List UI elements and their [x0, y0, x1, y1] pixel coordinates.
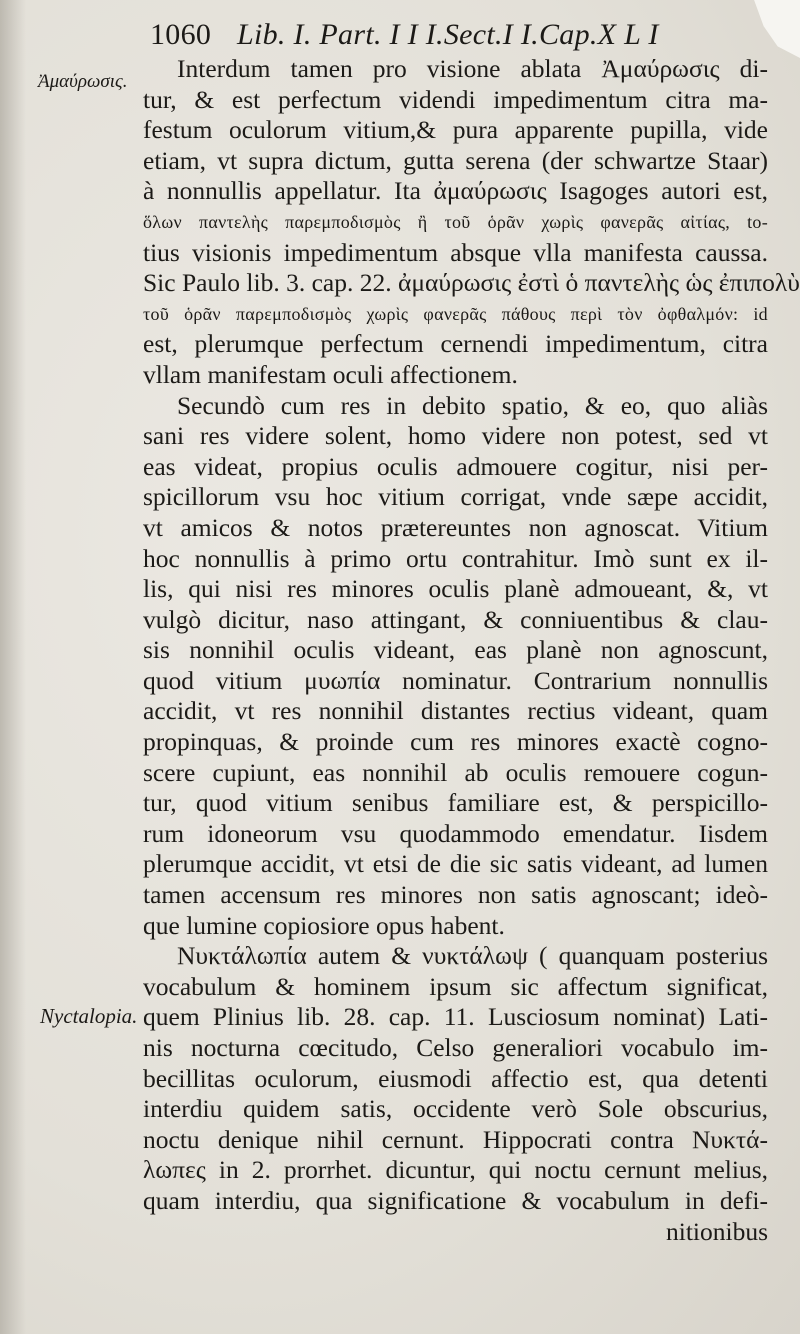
text-line: scere cupiunt, eas nonnihil ab oculis remouere cogun- [143, 757, 768, 787]
text-line: λωπες in 2. prorrhet. dicuntur, qui noctu cernunt melius, [143, 1155, 768, 1185]
text-line: Νυκτάλωπία autem & νυκτάλωψ ( quanquam posterius [177, 941, 768, 971]
text-line-catchword: nitionibus [665, 1216, 768, 1246]
body-text [143, 54, 800, 1247]
text-line: interdiu quidem satis, occidente verò Sole obscurius, [143, 1094, 768, 1124]
margin-note-amaurosis: Ἀμαύρωσις. [38, 71, 128, 92]
text-line: quem Plinius lib. 28. cap. 11. Lusciosum nominat) Lati- [143, 1002, 768, 1032]
text-line: est, plerumque perfectum cernendi impedimentum, citra [143, 329, 768, 359]
text-line: quam interdiu, qua significatione & vocabulum in defi- [143, 1185, 768, 1215]
gutter-shadow [0, 0, 26, 1334]
text-line: vllam manifestam oculi affectionem. [143, 359, 518, 389]
text-line: noctu denique nihil cernunt. Hippocrati contra Νυκτά- [143, 1124, 768, 1154]
text-line: Secundò cum res in debito spatio, & eo, quo aliàs [177, 390, 768, 420]
text-line: vulgò dicitur, naso attingant, & conniuentibus & clau- [143, 604, 768, 634]
text-line: tius visionis impedimentum absque vlla manifesta caussa. [143, 237, 768, 267]
text-line: que lumine copiosiore opus habent. [143, 910, 505, 940]
text-line: festum oculorum vitium,& pura apparente pupilla, vide [143, 115, 768, 145]
text-line: becillitas oculorum, eiusmodi affectio est, qua detenti [143, 1063, 768, 1093]
text-line: à nonnullis appellatur. Ita ἀμαύρωσις Isagoges autori est, [143, 176, 768, 206]
text-line: tur, & est perfectum videndi impedimentum citra ma- [143, 84, 768, 114]
text-line: tur, quod vitium senibus familiare est, & perspicillo- [143, 788, 768, 818]
margin-note-nyctalopia: Nyctalopia. [40, 1004, 138, 1028]
text-line: plerumque accidit, vt etsi de die sic satis videant, ad lumen [143, 849, 768, 879]
running-title: Lib. I. Part. I I I.Sect.I I.Cap.X L I [237, 18, 659, 51]
text-line: sani res videre solent, homo videre non potest, sed vt [143, 421, 768, 451]
text-line: vocabulum & hominem ipsum sic affectum significat, [143, 971, 768, 1001]
text-line: lis, qui nisi res minores oculis planè admoueant, &, vt [143, 574, 768, 604]
text-line: etiam, vt supra dictum, gutta serena (der schwartze Staar) [143, 145, 768, 175]
text-line-greek: ὅλων παντελὴς παρεμποδισμὸς ἢ τοῦ ὁρᾶν χωρὶς φανερᾶς αἰτίας, to- [143, 211, 768, 232]
text-line: eas videat, propius oculis admouere cogitur, nisi per- [143, 451, 768, 481]
page-number: 1060 [150, 18, 212, 51]
text-line: Interdum tamen pro visione ablata Ἀμαύρωσις di- [177, 54, 768, 83]
text-line: hoc nonnullis à primo ortu contrahitur. Imò sunt ex il- [143, 543, 768, 573]
text-line: spicillorum vsu hoc vitium corrigat, vnde sæpe accidit, [143, 482, 768, 512]
text-line: tamen accensum res minores non satis agnoscant; ideò- [143, 880, 768, 910]
text-line: rum idoneorum vsu quodammodo emendatur. Iisdem [143, 818, 768, 848]
text-line: Sic Paulo lib. 3. cap. 22. ἀμαύρωσις ἐστὶ ὁ παντελὴς ὡς ἐπιπολὺ [143, 268, 800, 298]
text-line: sis nonnihil oculis videant, eas planè non agnoscunt, [143, 635, 768, 665]
text-line: nis nocturna cœcitudo, Celso generaliori vocabulo im- [143, 1033, 768, 1062]
text-line-greek: τοῦ ὁρᾶν παρεμποδισμὸς χωρὶς φανερᾶς πάθους περὶ τὸν ὀφθαλμόν: id [143, 303, 768, 324]
text-line: vt amicos & notos prætereuntes non agnoscat. Vitium [143, 512, 768, 542]
text-line: accidit, vt res nonnihil distantes rectius videant, quam [143, 696, 768, 726]
text-line: propinquas, & proinde cum res minores exactè cogno- [143, 727, 768, 757]
text-line: quod vitium μυωπία nominatur. Contrarium nonnullis [143, 665, 768, 695]
